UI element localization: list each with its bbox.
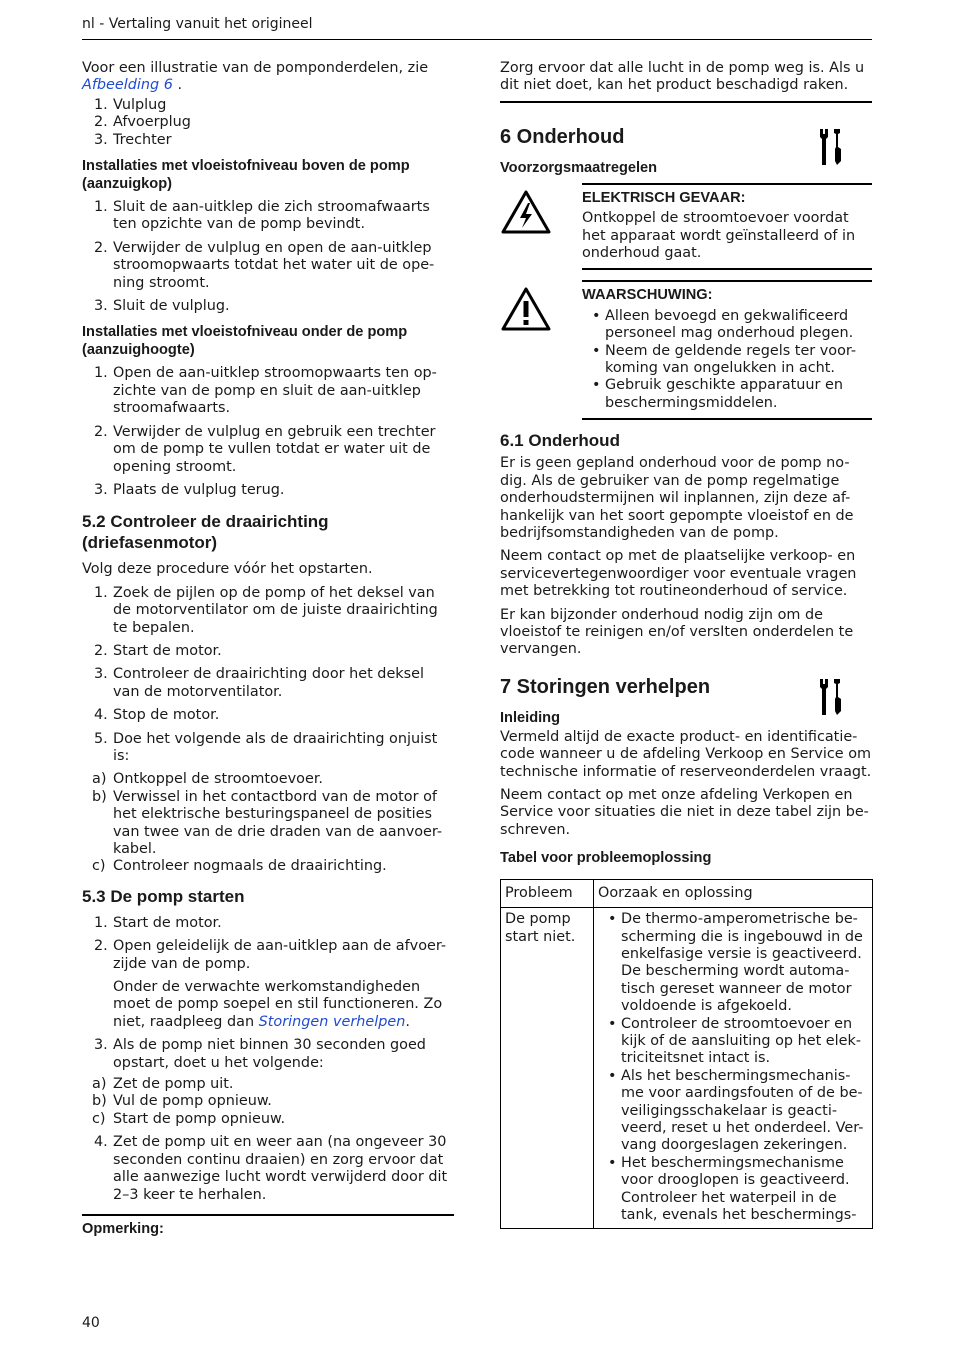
paragraph: Er kan bijzonder onderhoud nodig zijn om de vloeistof te reinigen en/of versIten onderdelen te vervangen.: [500, 606, 854, 658]
below-pump-heading: Installaties met vloeistofniveau onder de pomp (aanzuighoogte): [82, 324, 408, 359]
list-item: 5. Doe het volgende als de draairichting onjuist is:: [94, 730, 438, 764]
troubleshooting-link[interactable]: Storingen verhelpen: [258, 1013, 406, 1030]
list-item: 3. Trechter: [94, 131, 172, 148]
introduction-heading: Inleiding: [500, 709, 560, 726]
list-item: • Als het beschermingsmechanis- me voor aardingsfouten of de be- veiligingsschakelaar is geacti- veerd, reset u het onderdeel. Ver- vang doorgeslagen zekeringen.: [598, 1068, 868, 1155]
left-column: [82, 60, 454, 1238]
start-substeps: [82, 1076, 454, 1128]
start-continuation: Onder de verwachte werkomstandigheden moet de pomp soepel en stil functioneren. Zo niet, raadpleeg dan Storingen verhelpen.: [113, 979, 443, 1030]
rotation-substeps: [82, 771, 454, 875]
list-item: 2. Start de motor.: [94, 642, 222, 659]
note-box: [82, 1214, 454, 1238]
start-steps-a: [82, 915, 454, 973]
note-label: Opmerking:: [82, 1220, 164, 1237]
list-item: 3. Als de pomp niet binnen 30 seconden goed opstart, doet u het volgende:: [94, 1037, 426, 1071]
section-7-title: 7 Storingen verhelpen: [500, 675, 711, 698]
list-item: • Controleer de stroomtoevoer en kijk of de aansluiting op het elek- triciteitsnet intact is.: [598, 1016, 868, 1068]
page-header: [82, 14, 872, 40]
paragraph: Er is geen gepland onderhoud voor de pomp no- dig. Als de gebruiker van de pomp regelmatige onderhoudstermijnen wil inplannen, zijn deze af- hankelijk van het soort gepompte vloeistof en de bedrijfsomstandigheden van de pomp.: [500, 455, 854, 541]
troubleshooting-table: [500, 879, 873, 1228]
section-5-3-title: 5.3 De pomp starten: [82, 886, 245, 906]
intro-text: Voor een illustratie van de pomponderdelen, zie: [82, 60, 429, 76]
list-item: 1. Zoek de pijlen op de pomp of het deksel van de motorventilator om de juiste draairichting te bepalen.: [94, 584, 438, 636]
list-item: 1. Start de motor.: [94, 914, 222, 931]
section-6-1-title: 6.1 Onderhoud: [500, 431, 620, 451]
list-item: 4. Zet de pomp uit en weer aan (na ongeveer 30 seconden continu draaien) en zorg ervoor dat alle aanwezige lucht wordt verwijderd door dit 2–3 keer te herhalen.: [94, 1134, 448, 1203]
table-header-row: [501, 880, 873, 908]
right-column: [500, 60, 872, 1229]
note-text: Zorg ervoor dat alle lucht in de pomp weg is. Als u dit niet doet, kan het product beschadigd raken.: [500, 60, 865, 94]
note-continuation: [500, 60, 872, 103]
wrench-screwdriver-icon: [818, 677, 846, 717]
warning-triangle-icon: [500, 286, 552, 332]
cause-list: [598, 911, 868, 1224]
start-step-4: [82, 1134, 454, 1204]
electric-hazard-box: [500, 183, 872, 271]
list-item: 2. Verwijder de vulplug en open de aan-uitklep stroomopwaarts totdat het water uit de ope- ning stroomt.: [94, 239, 435, 291]
problem-cell: De pomp start niet.: [501, 908, 594, 1228]
cause-cell: [594, 908, 873, 1228]
parts-list: [82, 97, 454, 149]
list-item: • Gebruik geschikte apparatuur en beschermingsmiddelen.: [582, 377, 872, 412]
electric-hazard-text: Ontkoppel de stroomtoevoer voordat het apparaat wordt geïnstalleerd of in onderhoud gaat.: [582, 210, 856, 262]
below-pump-steps: [82, 365, 454, 499]
section-5-2-title: 5.2 Controleer de draairichting (driefasenmotor): [82, 512, 329, 553]
table-row: [501, 908, 873, 1228]
electric-hazard-icon: [500, 189, 552, 235]
section-7-header: [500, 675, 872, 727]
paragraph: Neem contact op met onze afdeling Verkopen en Service voor situaties die niet in deze tabel zijn be- schreven.: [500, 786, 869, 838]
electric-hazard-title: ELEKTRISCH GEVAAR:: [582, 189, 746, 206]
warning-title: WAARSCHUWING:: [582, 287, 713, 304]
section-5-2-intro: Volg deze procedure vóór het opstarten.: [82, 561, 373, 578]
list-item: a) Zet de pomp uit.: [92, 1076, 234, 1093]
column-header-problem: Probleem: [501, 880, 594, 908]
list-item: 1. Open de aan-uitklep stroomopwaarts ten op- zichte van de pomp en sluit de aan-uitklep stroomafwaarts.: [94, 365, 437, 417]
list-item: • Alleen bevoegd en gekwalificeerd personeel mag onderhoud plegen.: [582, 308, 872, 343]
list-item: c) Controleer nogmaals de draairichting.: [92, 858, 387, 875]
precautions-heading: Voorzorgsmaatregelen: [500, 159, 658, 176]
troubleshooting-table-heading: Tabel voor probleemoplossing: [500, 850, 712, 867]
intro-end: .: [172, 77, 183, 94]
above-pump-heading: Installaties met vloeistofniveau boven de pomp (aanzuigkop): [82, 158, 410, 193]
list-item: 2. Verwijder de vulplug en gebruik een trechter om de pomp te vullen totdat er water uit de opening stroomt.: [94, 423, 436, 475]
paragraph: Neem contact op met de plaatselijke verkoop- en servicevertegenwoordiger voor eventuale vragen met betrekking tot routineonderhoud of service.: [500, 548, 857, 600]
warning-list: [582, 308, 872, 412]
list-item: 4. Stop de motor.: [94, 707, 220, 724]
list-item: b) Vul de pomp opnieuw.: [92, 1093, 272, 1110]
list-item: • Neem de geldende regels ter voor- koming van ongelukken in acht.: [582, 343, 872, 378]
list-item: c) Start de pomp opnieuw.: [92, 1110, 286, 1127]
start-step-3: [82, 1037, 454, 1072]
intro-paragraph: [82, 60, 454, 95]
page-number: 40: [82, 1315, 100, 1331]
figure-link[interactable]: Afbeelding 6: [82, 77, 173, 94]
warning-box: [500, 280, 872, 420]
column-header-cause: Oorzaak en oplossing: [594, 880, 873, 908]
list-item: • Het beschermingsmechanisme voor drooglopen is geactiveerd. Controleer het waterpeil in de tank, evenals het beschermings-: [598, 1155, 868, 1225]
list-item: • De thermo-amperometrische be- scherming die is ingebouwd in de enkelfasige versie is geactiveerd. De bescherming wordt automa- tisch gereset wanneer de motor voldoende is afgekoeld.: [598, 911, 868, 1015]
list-item: 2. Open geleidelijk de aan-uitklep aan de afvoer- zijde van de pomp.: [94, 938, 447, 972]
list-item: b) Verwissel in het contactbord van de motor of het elektrische besturingspaneel de posities van twee van de drie draden van de aanvoer- kabel.: [92, 788, 443, 857]
rotation-steps: [82, 585, 454, 766]
list-item: a) Ontkoppel de stroomtoevoer.: [92, 771, 323, 788]
list-item: 3. Controleer de draairichting door het deksel van de motorventilator.: [94, 666, 424, 700]
list-item: 1. Sluit de aan-uitklep die zich stroomafwaarts ten opzichte van de pomp bevindt.: [94, 199, 430, 233]
page-footer: [82, 1313, 100, 1333]
header-text: nl - Vertaling vanuit het origineel: [82, 16, 313, 32]
paragraph: Vermeld altijd de exacte product- en identificatie- code wanneer u de afdeling Verkoop en Service om technische informatie of reserveonderdelen vraagt.: [500, 728, 872, 780]
list-item: 3. Plaats de vulplug terug.: [94, 481, 285, 498]
section-6-title: 6 Onderhoud: [500, 125, 625, 148]
wrench-screwdriver-icon: [818, 127, 846, 167]
list-item: 2. Afvoerplug: [94, 114, 191, 131]
above-pump-steps: [82, 199, 454, 315]
list-item: 3. Sluit de vulplug.: [94, 298, 230, 315]
list-item: 1. Vulplug: [94, 96, 167, 113]
section-6-header: [500, 125, 872, 177]
